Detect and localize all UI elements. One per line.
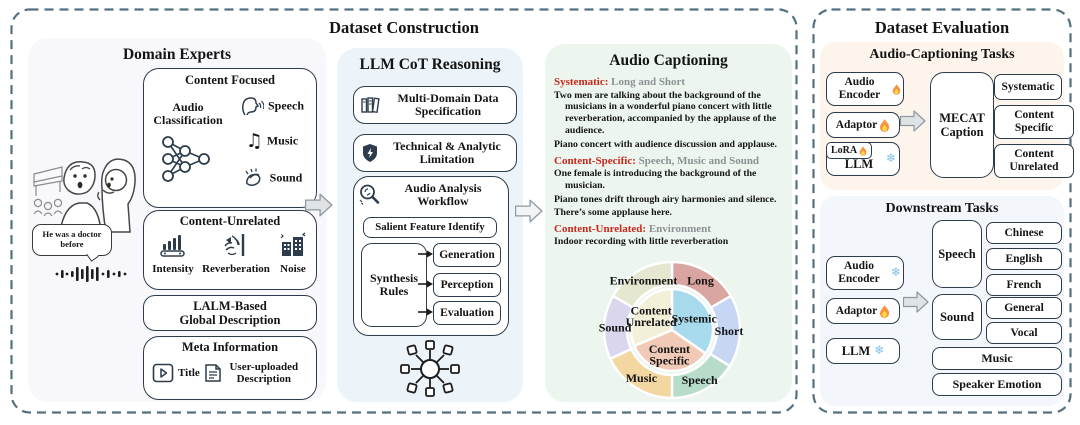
vocal-label: Vocal	[1010, 326, 1038, 339]
downstream-tasks-panel	[820, 196, 1064, 406]
audio-encoder-label: Audio Encoder	[838, 76, 881, 101]
perception-box	[433, 273, 501, 297]
reverberation-item	[200, 232, 272, 275]
upload-item-label: User-uploaded Description	[229, 361, 299, 386]
snowflake-icon: ❄	[874, 343, 885, 358]
donut-label-content-unrelated: Content Unrelated	[625, 303, 677, 329]
meta-row	[152, 361, 308, 385]
ledger-books-icon	[360, 95, 382, 115]
audio-captioning-tasks-panel	[820, 42, 1064, 190]
lalm-global-description-box	[143, 295, 317, 331]
fire-icon	[879, 119, 890, 132]
caption-text: Indoor recording with little reverberation	[554, 236, 729, 248]
french-label: French	[1006, 278, 1042, 291]
downstream-adaptor-box	[826, 298, 900, 324]
chinese-label: Chinese	[1004, 226, 1044, 239]
technical-limitation-label: Technical & Analytic Limitation	[393, 138, 501, 166]
content-unrelated-output-label: Content Unrelated	[1009, 148, 1059, 173]
systematic-heading	[554, 76, 786, 88]
noise-label: Noise	[280, 262, 306, 275]
english-box	[986, 248, 1062, 270]
snowflake-icon: ❄	[890, 265, 901, 280]
fire-icon	[879, 305, 890, 318]
lalm-line2: Global Description	[179, 313, 281, 327]
llm-cot-title: LLM CoT Reasoning	[359, 56, 501, 73]
content-specific-output-label: Content Specific	[1014, 109, 1054, 134]
sound-task-box	[932, 294, 982, 340]
workflow-header	[358, 182, 504, 209]
speech-task-label: Speech	[938, 247, 976, 261]
lora-label: LoRA	[830, 144, 858, 156]
content-unrelated-heading	[554, 223, 786, 235]
content-unrelated-sublabel: Environment	[648, 222, 711, 235]
intensity-item	[148, 232, 198, 275]
downstream-llm-box	[826, 338, 900, 364]
llm-lora-box	[826, 142, 900, 176]
audio-captioning-tasks-title: Audio-Captioning Tasks	[869, 47, 1015, 62]
speech-row	[232, 95, 312, 117]
audio-analysis-workflow-box	[353, 176, 509, 336]
general-box	[986, 297, 1062, 319]
donut-label-sound: Sound	[598, 320, 632, 335]
caption-text: One female is introducing the background of the musician.	[554, 168, 757, 192]
content-unrelated-output-box	[994, 144, 1074, 178]
adaptor-label: Adaptor	[835, 118, 878, 131]
caption-text: There’s some applause here.	[554, 207, 672, 218]
magnifier-sound-icon	[358, 183, 382, 207]
noise-item	[274, 232, 312, 275]
donut-label-short: Short	[714, 323, 744, 338]
reverberation-label: Reverberation	[202, 262, 270, 275]
sound-row	[232, 167, 312, 189]
content-specific-label: Content-Specific:	[554, 154, 636, 167]
downstream-tasks-title: Downstream Tasks	[885, 201, 999, 216]
reverberation-icon	[222, 232, 250, 258]
systematic-output-box	[994, 74, 1062, 100]
systematic-sublabel: Long and Short	[611, 76, 686, 88]
donut-label-systemic: Systemic	[671, 311, 717, 326]
general-label: General	[1004, 301, 1044, 314]
neural-network-icon	[158, 133, 216, 185]
title-item-label: Title	[178, 366, 200, 379]
flow-arrow-icon	[900, 110, 926, 132]
hub-spoke-icon	[397, 340, 463, 398]
donut-label-speech: Speech	[681, 372, 718, 387]
audio-classification-label: Audio Classification	[153, 100, 223, 128]
domain-experts-panel	[28, 38, 326, 402]
intensity-bars-icon	[159, 232, 187, 258]
evaluation-label: Evaluation	[440, 306, 494, 319]
music-label: Music	[266, 133, 299, 148]
sound-task-label: Sound	[939, 310, 975, 324]
caption-text: Piano concert with audience discussion and applause.	[554, 138, 777, 150]
evaluation-box	[433, 301, 501, 325]
chinese-box	[986, 222, 1062, 244]
adaptor-box	[826, 112, 900, 138]
clapping-hands-icon	[242, 167, 266, 189]
speech-bubble	[32, 224, 112, 256]
salient-feature-label: Salient Feature Identify	[375, 221, 485, 234]
music-task-box	[932, 347, 1062, 370]
whispering-people-icon	[54, 148, 140, 234]
mecat-caption-box	[930, 72, 994, 178]
speech-task-box	[932, 220, 982, 288]
content-specific-heading	[554, 155, 786, 167]
city-noise-icon	[279, 232, 307, 258]
caption-text: Piano tones drift through airy harmonies and silence.	[554, 193, 777, 205]
fire-icon	[859, 146, 867, 156]
construction-title: Dataset Construction	[329, 18, 479, 37]
donut-label-long: Long	[687, 273, 714, 288]
speech-label: Speech	[268, 98, 304, 113]
french-box	[986, 274, 1062, 296]
waveform-icon	[54, 266, 128, 282]
document-icon	[204, 363, 222, 383]
audio-captioning-panel	[545, 44, 792, 402]
content-unrelated-label: Content-Unrelated:	[554, 222, 647, 235]
donut-label-environment: Environment	[609, 273, 678, 288]
speaker-emotion-box	[932, 373, 1062, 396]
vocal-box	[986, 322, 1062, 344]
content-specific-sublabel: Speech, Music and Sound	[638, 154, 760, 167]
mecat-caption-label: MECAT Caption	[939, 111, 985, 139]
caption-text: Two men are talking about the background of the musicians in a wonderful piano concert with little reverberation, accompanied by the applause of the audience.	[554, 89, 777, 137]
llm-label: LLM	[844, 157, 874, 171]
llm-cot-panel	[337, 48, 523, 402]
workflow-title: Audio Analysis Workflow	[404, 181, 482, 209]
generation-box	[433, 243, 501, 267]
systematic-label: Systematic:	[554, 76, 609, 88]
snowflake-icon: ❄	[885, 151, 896, 165]
audio-encoder-box	[826, 72, 904, 106]
flow-arrow-icon	[903, 291, 929, 313]
content-unrelated-box	[143, 210, 317, 290]
lalm-line1: LALM-Based	[193, 299, 267, 313]
workflow-connectors	[418, 243, 434, 325]
synthesis-rules-label: Synthesis Rules	[369, 270, 419, 298]
perception-label: Perception	[440, 278, 494, 291]
multi-domain-box	[353, 86, 517, 124]
audio-captioning-title: Audio Captioning	[609, 52, 728, 69]
caption-examples	[554, 72, 786, 250]
meta-information-box	[143, 336, 317, 400]
flow-arrow-icon	[515, 199, 543, 223]
technical-limitation-box	[353, 134, 517, 172]
donut-label-music: Music	[625, 371, 658, 386]
domain-experts-title: Domain Experts	[122, 46, 232, 63]
sound-label: Sound	[269, 170, 303, 185]
content-focused-box	[143, 68, 317, 208]
music-row	[232, 131, 312, 151]
speaking-head-icon	[240, 95, 264, 117]
video-title-icon	[152, 363, 174, 383]
downstream-audio-encoder-label: Audio Encoder	[838, 260, 880, 285]
content-unrelated-title: Content-Unrelated	[179, 214, 281, 228]
content-specific-output-box	[994, 105, 1074, 139]
systematic-output-label: Systematic	[1001, 80, 1055, 93]
content-unrelated-items	[148, 232, 312, 275]
evaluation-title: Dataset Evaluation	[874, 18, 1010, 37]
shield-bolt-icon	[361, 143, 379, 163]
speech-bubble-text: He was a doctor before	[42, 229, 102, 249]
downstream-audio-encoder-box	[826, 256, 904, 290]
taxonomy-sunburst-chart	[545, 256, 792, 402]
downstream-adaptor-label: Adaptor	[835, 304, 878, 317]
fire-icon	[892, 83, 901, 96]
salient-feature-box	[363, 217, 497, 238]
multi-domain-label: Multi-Domain Data Specification	[397, 90, 499, 118]
english-label: English	[1005, 252, 1043, 265]
music-task-label: Music	[981, 350, 1013, 365]
downstream-llm-label: LLM	[841, 344, 871, 358]
intensity-label: Intensity	[152, 262, 194, 275]
content-focused-title: Content Focused	[185, 73, 275, 87]
flow-arrow-icon	[305, 193, 333, 217]
donut-label-content-specific: Content Specific	[648, 342, 691, 368]
speaker-emotion-label: Speaker Emotion	[952, 376, 1042, 391]
generation-label: Generation	[439, 248, 495, 261]
meta-information-title: Meta Information	[181, 340, 279, 354]
music-note-icon: ♫	[245, 130, 263, 152]
